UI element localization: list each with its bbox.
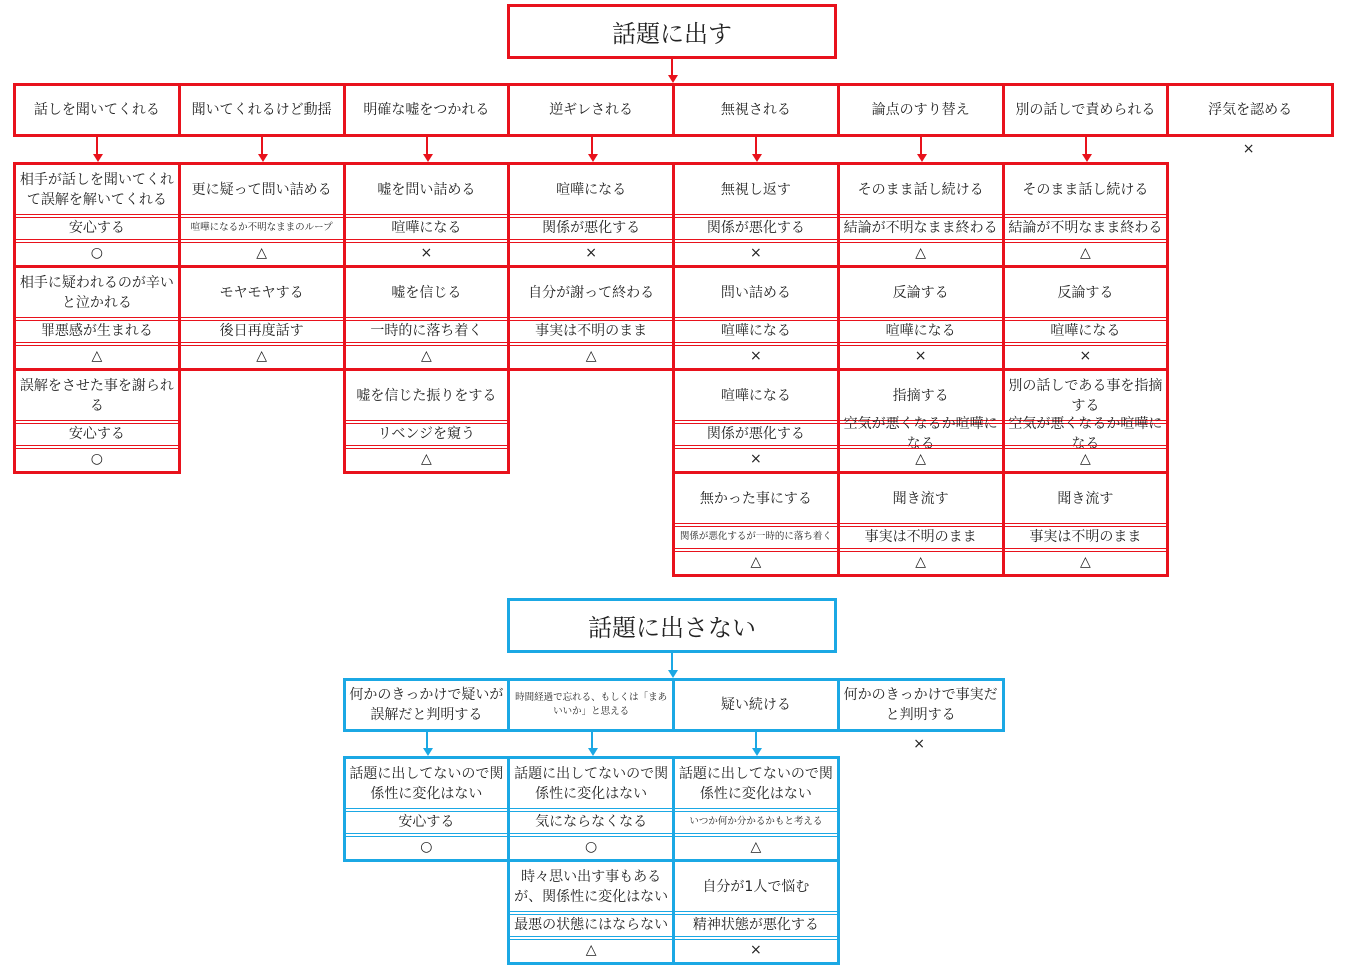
section1-branch-symbol: △ bbox=[915, 451, 927, 467]
section1-branch-result: 喧嘩になる bbox=[885, 323, 956, 339]
section1-reaction-0: 話しを聞いてくれる bbox=[33, 102, 160, 118]
section2-branch-action: 話題に出してないので関係性に変化はない bbox=[678, 765, 833, 802]
arrow-head bbox=[258, 154, 268, 162]
arrow-connector bbox=[591, 732, 593, 749]
section1-branch-result: 後日再度話す bbox=[219, 323, 304, 339]
section2-branch-action: 自分が1人で悩む bbox=[702, 878, 810, 895]
divider-line bbox=[346, 317, 508, 318]
arrow-connector bbox=[426, 732, 428, 749]
section1-branch-symbol: × bbox=[750, 348, 762, 364]
divider-line bbox=[510, 808, 672, 809]
divider-line bbox=[181, 214, 343, 215]
divider-line bbox=[181, 317, 343, 318]
divider-line bbox=[675, 548, 837, 549]
section2-reaction-1: 時間経過で忘れる、もしくは「まあいいか」と思える bbox=[515, 692, 668, 717]
divider-line bbox=[675, 833, 837, 834]
divider-line bbox=[510, 317, 672, 318]
divider-line bbox=[675, 911, 837, 912]
divider-line bbox=[1005, 523, 1167, 524]
divider-line bbox=[840, 523, 1002, 524]
section1-branch-action: モヤモヤする bbox=[219, 284, 304, 301]
section1-branch-result: 罪悪感が生まれる bbox=[40, 323, 153, 339]
divider-line bbox=[1005, 342, 1167, 343]
divider-line bbox=[346, 239, 508, 240]
section1-branch-action: 指摘する bbox=[892, 387, 949, 404]
section1-branch-result: リベンジを窺う bbox=[377, 426, 476, 442]
arrow-connector bbox=[261, 137, 263, 155]
section1-branch-result: 喧嘩になる bbox=[1050, 323, 1121, 339]
section1-branch-result: 安心する bbox=[68, 220, 125, 236]
section2-branch-action: 話題に出してないので関係性に変化はない bbox=[514, 765, 669, 802]
section2-branch-symbol: ○ bbox=[420, 839, 433, 855]
divider-line bbox=[510, 239, 672, 240]
arrow-connector bbox=[426, 137, 428, 155]
divider-line bbox=[675, 317, 837, 318]
arrow-connector bbox=[920, 137, 922, 155]
arrow-head bbox=[588, 154, 598, 162]
divider-line bbox=[1005, 317, 1167, 318]
divider-line bbox=[675, 936, 837, 937]
section2-branch-result: 精神状態が悪化する bbox=[692, 917, 819, 933]
section1-branch-symbol: △ bbox=[750, 554, 762, 570]
section1-branch-action: 更に疑って問い詰める bbox=[191, 181, 332, 198]
section1-branch-symbol: × bbox=[750, 451, 762, 467]
section1-branch-result: 関係が悪化する bbox=[706, 220, 805, 236]
section1-branch-action: 無視し返す bbox=[720, 181, 791, 198]
section1-title: 話題に出す bbox=[507, 4, 837, 59]
divider-line bbox=[346, 445, 508, 446]
section1-branch-symbol: × bbox=[750, 245, 762, 261]
column-separator bbox=[343, 83, 346, 137]
section1-branch-symbol: △ bbox=[1079, 245, 1091, 261]
section1-branch-symbol: × bbox=[420, 245, 433, 261]
divider-line bbox=[16, 317, 178, 318]
section1-branch-action: 嘘を信じた振りをする bbox=[356, 387, 497, 404]
divider-line bbox=[16, 342, 178, 343]
arrow-head bbox=[668, 75, 678, 83]
section1-branch-symbol: △ bbox=[256, 245, 268, 261]
section2-reaction-3-outcome: × bbox=[913, 736, 925, 752]
arrow-head bbox=[423, 748, 433, 756]
divider-line bbox=[346, 342, 508, 343]
section1-reaction-1: 聞いてくれるけど動揺 bbox=[191, 102, 332, 118]
section1-branch-action: 聞き流す bbox=[892, 490, 949, 507]
divider-line bbox=[675, 445, 837, 446]
section2-reaction-3: 何かのきっかけで事実だと判明する bbox=[843, 687, 998, 723]
section1-reaction-7-outcome: × bbox=[1242, 141, 1255, 157]
divider-line bbox=[840, 548, 1002, 549]
section1-branch-result: 事実は不明のまま bbox=[864, 529, 977, 545]
column-separator bbox=[672, 83, 675, 137]
section1-branch-symbol: ○ bbox=[90, 245, 103, 261]
column-separator bbox=[507, 678, 510, 732]
section2-branch-result: いつか何か分かるかもと考える bbox=[689, 816, 823, 827]
section1-branch-result: 喧嘩になる bbox=[391, 220, 462, 236]
section1-branch-action: 嘘を信じる bbox=[391, 284, 462, 301]
divider-line bbox=[675, 239, 837, 240]
section1-branch-action: 反論する bbox=[1057, 284, 1114, 301]
section1-branch-result: 事実は不明のまま bbox=[1029, 529, 1142, 545]
column-separator bbox=[837, 83, 840, 137]
arrow-head bbox=[93, 154, 103, 162]
arrow-connector bbox=[591, 137, 593, 155]
arrow-head bbox=[917, 154, 927, 162]
divider-line bbox=[16, 420, 178, 421]
section2-reaction-2: 疑い続ける bbox=[720, 697, 791, 713]
section1-branch-action: 反論する bbox=[892, 284, 949, 301]
arrow-connector bbox=[671, 59, 673, 76]
section1-branch-action: そのまま話し続ける bbox=[1022, 181, 1149, 198]
divider-line bbox=[1005, 445, 1167, 446]
section1-branch-action: 問い詰める bbox=[720, 284, 791, 301]
divider-line bbox=[1005, 548, 1167, 549]
divider-line bbox=[840, 239, 1002, 240]
arrow-connector bbox=[1085, 137, 1087, 155]
section1-branch-result: 喧嘩になるか不明なままのループ bbox=[190, 222, 333, 233]
section1-reaction-7: 浮気を認める bbox=[1208, 102, 1293, 118]
section1-branch-action: そのまま話し続ける bbox=[857, 181, 984, 198]
section2-branch-symbol: × bbox=[750, 942, 762, 958]
section1-branch-result: 空気が悪くなるか喧嘩になる bbox=[1008, 416, 1163, 452]
divider-line bbox=[675, 214, 837, 215]
arrow-connector bbox=[755, 732, 757, 749]
arrow-head bbox=[588, 748, 598, 756]
section1-branch-action: 喧嘩になる bbox=[556, 181, 627, 198]
divider-line bbox=[346, 420, 508, 421]
divider-line bbox=[840, 214, 1002, 215]
section1-branch-symbol: △ bbox=[256, 348, 268, 364]
section1-branch-symbol: △ bbox=[915, 245, 927, 261]
divider-line bbox=[510, 833, 672, 834]
divider-line bbox=[675, 808, 837, 809]
section1-branch-action: 誤解をさせた事を謝られる bbox=[19, 377, 174, 414]
divider-line bbox=[675, 342, 837, 343]
column-separator bbox=[1166, 83, 1169, 137]
section1-branch-result: 空気が悪くなるか喧嘩になる bbox=[843, 416, 998, 452]
section1-reaction-2: 明確な嘘をつかれる bbox=[363, 102, 490, 118]
section1-branch-symbol: × bbox=[1079, 348, 1092, 364]
arrow-head bbox=[752, 748, 762, 756]
column-separator bbox=[1002, 83, 1005, 137]
section1-branch-result: 結論が不明なまま終わる bbox=[1008, 220, 1163, 236]
section1-branch-result: 事実は不明のまま bbox=[535, 323, 648, 339]
divider-line bbox=[510, 342, 672, 343]
arrow-head bbox=[668, 670, 678, 678]
section2-branch-result: 気にならなくなる bbox=[535, 814, 648, 830]
column-separator bbox=[837, 678, 840, 732]
section1-branch-action: 別の話しである事を指摘する bbox=[1008, 377, 1163, 414]
divider-line bbox=[675, 523, 837, 524]
divider-line bbox=[510, 911, 672, 912]
arrow-head bbox=[1082, 154, 1092, 162]
section1-branch-action: 相手が話しを聞いてくれて誤解を解いてくれる bbox=[19, 171, 174, 208]
section1-reaction-5: 論点のすり替え bbox=[871, 102, 970, 118]
section1-branch-result: 一時的に落ち着く bbox=[370, 323, 483, 339]
column-separator bbox=[507, 83, 510, 137]
section1-branch-result: 安心する bbox=[68, 426, 125, 442]
section2-branch-symbol: △ bbox=[585, 942, 597, 958]
section1-branch-symbol: △ bbox=[420, 451, 432, 467]
column-separator bbox=[178, 83, 181, 137]
section1-branch-symbol: × bbox=[914, 348, 927, 364]
section1-branch-symbol: △ bbox=[585, 348, 597, 364]
divider-line bbox=[346, 833, 508, 834]
section1-branch-action: 相手に疑われるのが辛いと泣かれる bbox=[19, 274, 174, 311]
section1-branch-action: 喧嘩になる bbox=[720, 387, 791, 404]
section2-branch-action: 時々思い出す事もあるが、関係性に変化はない bbox=[514, 868, 669, 905]
divider-line bbox=[510, 214, 672, 215]
section1-reaction-3: 逆ギレされる bbox=[549, 102, 634, 118]
section1-branch-symbol: × bbox=[585, 245, 597, 261]
divider-line bbox=[840, 342, 1002, 343]
section1-branch-symbol: △ bbox=[1079, 451, 1091, 467]
arrow-connector bbox=[96, 137, 98, 155]
section1-branch-action: 聞き流す bbox=[1057, 490, 1114, 507]
section2-title: 話題に出さない bbox=[507, 598, 837, 653]
section1-branch-symbol: △ bbox=[91, 348, 103, 364]
section1-branch-symbol: △ bbox=[1079, 554, 1091, 570]
section1-reaction-4: 無視される bbox=[720, 102, 791, 118]
section1-reaction-6: 別の話しで責められる bbox=[1015, 102, 1156, 118]
section1-branch-action: 自分が謝って終わる bbox=[528, 284, 655, 301]
section1-branch-result: 関係が悪化する bbox=[706, 426, 805, 442]
section1-branch-result: 関係が悪化するが一時的に落ち着く bbox=[679, 531, 832, 542]
divider-line bbox=[16, 214, 178, 215]
section2-branch-result: 最悪の状態にはならない bbox=[514, 917, 669, 933]
divider-line bbox=[675, 420, 837, 421]
section1-branch-result: 喧嘩になる bbox=[720, 323, 791, 339]
arrow-connector bbox=[671, 653, 673, 671]
divider-line bbox=[346, 808, 508, 809]
divider-line bbox=[510, 936, 672, 937]
divider-line bbox=[1005, 214, 1167, 215]
divider-line bbox=[1005, 239, 1167, 240]
divider-line bbox=[840, 445, 1002, 446]
divider-line bbox=[181, 239, 343, 240]
divider-line bbox=[346, 214, 508, 215]
section2-branch-symbol: ○ bbox=[585, 839, 598, 855]
divider-line bbox=[16, 239, 178, 240]
section1-branch-symbol: △ bbox=[915, 554, 927, 570]
arrow-head bbox=[752, 154, 762, 162]
section1-branch-action: 嘘を問い詰める bbox=[377, 181, 476, 198]
section1-branch-symbol: ○ bbox=[90, 451, 103, 467]
divider-line bbox=[840, 317, 1002, 318]
section2-reaction-0: 何かのきっかけで疑いが誤解だと判明する bbox=[349, 687, 504, 723]
divider-line bbox=[16, 445, 178, 446]
section1-branch-action: 無かった事にする bbox=[699, 490, 812, 507]
arrow-head bbox=[423, 154, 433, 162]
section2-branch-result: 安心する bbox=[398, 814, 455, 830]
column-separator bbox=[672, 678, 675, 732]
section1-branch-symbol: △ bbox=[420, 348, 432, 364]
section2-branch-action: 話題に出してないので関係性に変化はない bbox=[349, 765, 504, 802]
divider-line bbox=[181, 342, 343, 343]
section1-branch-result: 関係が悪化する bbox=[542, 220, 641, 236]
arrow-connector bbox=[755, 137, 757, 155]
section1-branch-result: 結論が不明なまま終わる bbox=[843, 220, 998, 236]
section2-branch-symbol: △ bbox=[750, 839, 762, 855]
